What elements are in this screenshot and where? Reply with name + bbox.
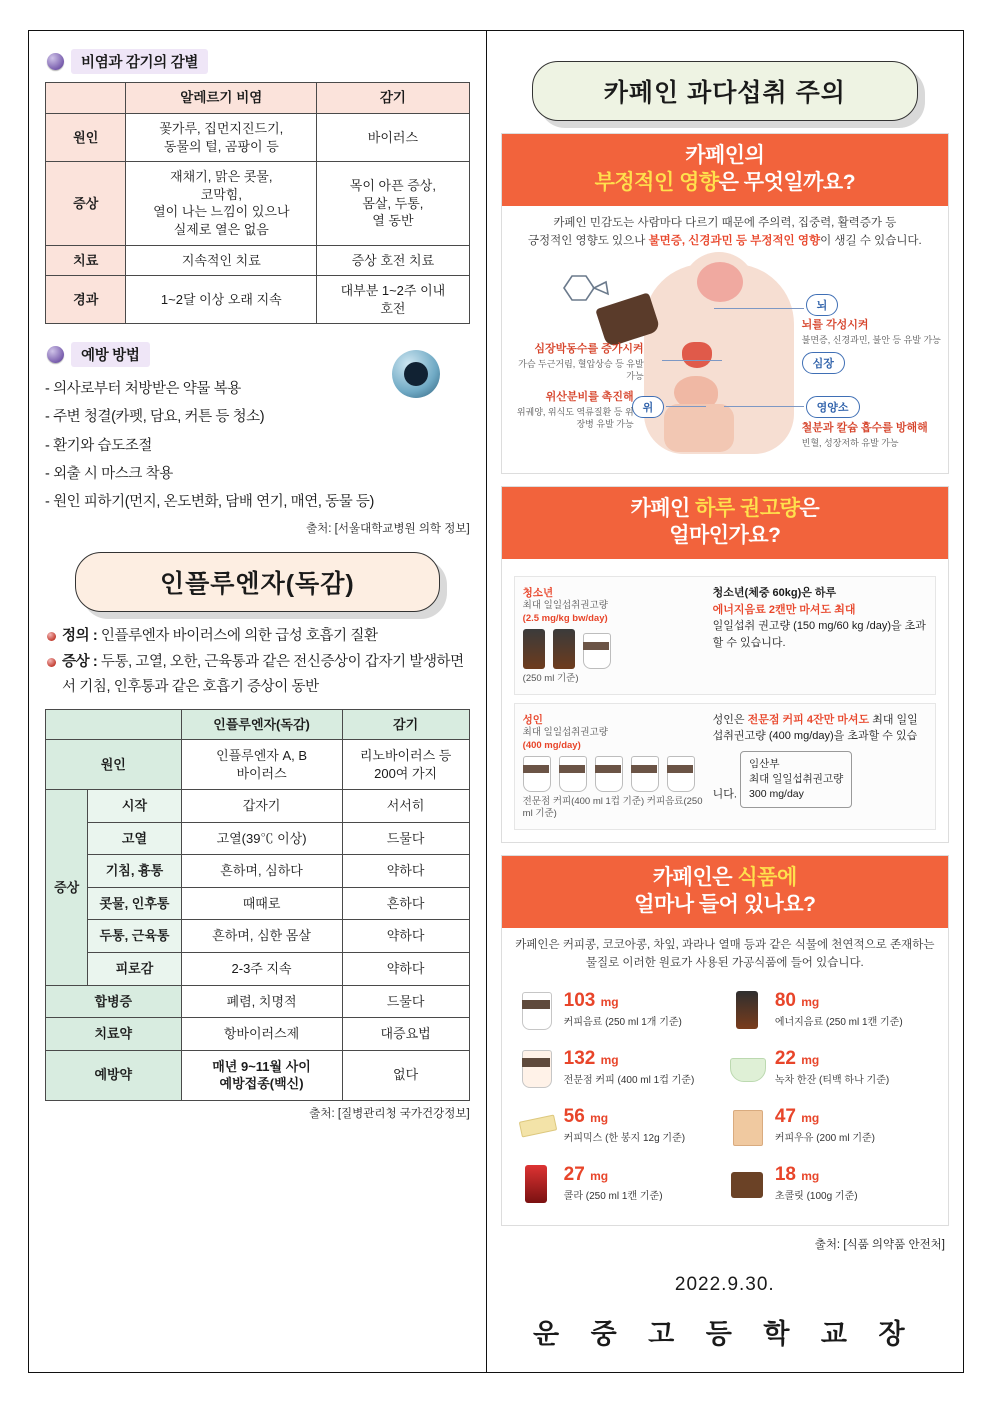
cola-can-icon [516,1162,556,1206]
prevention-section [45,342,470,536]
teen-label: 청소년 [522,587,554,600]
heading-a: 카페인은 [652,866,738,890]
teen-cans [523,629,703,669]
adult-visual [523,712,703,821]
cell-cold: 대증요법 [342,1018,469,1051]
cell-influenza: 매년 9~11월 사이 예방접종(백신) [181,1050,342,1100]
cell-influenza: 2-3주 지속 [181,952,342,985]
cell-rhinitis: 재채기, 맑은 콧물, 코막힘, 열이 나는 느낌이 있으나 실제로 열은 없음 [126,162,317,245]
table-row [46,887,470,920]
body-diagram [514,256,941,461]
cell-cold: 드물다 [342,822,469,855]
amount-unit: mg [801,1169,820,1184]
caffeine-molecule-icon [554,264,614,312]
block3-lead: 카페인은 커피콩, 코코아콩, 차잎, 과라나 열매 등과 같은 식물에 천연적으로 존재하는 물질로 이러한 원료가 사용된 가공식품에 들어 있습니다. [515,938,935,969]
amount-item [725,1155,936,1213]
row-sublabel: 콧물, 인후통 [88,887,181,920]
energy-can-icon [553,629,575,669]
effect-label-brain [802,318,942,346]
effect-label-stomach [514,390,634,431]
effect-sub: 가슴 두근거림, 혈압상승 등 유발 가능 [518,358,644,382]
heading-highlight: 식품에 [737,866,797,890]
block3-heading [502,856,948,928]
row-sublabel: 시작 [88,790,181,823]
cell-cold: 약하다 [342,952,469,985]
right-column [487,31,963,1372]
effect-label-nutrient [802,421,952,449]
table-row [46,114,470,162]
row-sublabel: 기침, 흉통 [88,855,181,888]
adult-cups [523,756,703,792]
cell-cold: 목이 아픈 증상, 몸살, 두통, 열 동반 [317,162,470,245]
coffee-milk-icon [727,1104,767,1148]
adult-note1: 전문점 커피(400 ml 1컵 기준) [522,795,645,807]
cell-influenza: 인플루엔자 A, B 바이러스 [181,740,342,790]
table-row [46,276,470,324]
symptom-text: 두통, 고열, 오한, 근육통과 같은 전신증상이 갑자기 발생하면서 기침, 인후통과 같은 호흡기 증상이 동반 [62,653,464,696]
vacuum-cleaner-icon [380,344,450,406]
red-dot-icon [47,632,56,641]
amount-label: 콜라 (250 ml 1캔 기준) [563,1191,663,1203]
amount-item [514,1039,725,1097]
chocolate-icon [727,1162,767,1206]
cell-influenza: 흔하며, 심하다 [181,855,342,888]
cell-cold: 흔하다 [342,887,469,920]
amount-unit: mg [590,1111,609,1126]
row-label: 치료약 [46,1018,182,1051]
organ-label-nutrient: 영양소 [806,396,860,418]
coffee-cup-icon [523,756,551,792]
influenza-definition [47,624,468,700]
cell-cold: 대부분 1~2주 이내 호전 [317,276,470,324]
teen-note: (250 ml 기준) [522,672,579,684]
cell-cold: 증상 호전 치료 [317,245,470,276]
row-sublabel: 피로감 [88,952,181,985]
th-cold: 감기 [342,709,469,740]
th-influenza: 인플루엔자(독감) [181,709,342,740]
amount-item [514,1155,725,1213]
symptom-row [47,650,468,701]
cell-cold: 약하다 [342,920,469,953]
organ-label-brain: 뇌 [806,294,839,316]
adult-text-hl: 전문점 커피 4잔만 마셔도 [747,713,870,726]
amount-value: 80 [774,990,796,1012]
lead-line-c: 이 생길 수 있습니다. [820,234,922,247]
amount-value: 132 [563,1048,596,1070]
table-header-row [46,83,470,114]
list-item: - 환기와 습도조절 [45,432,470,460]
table-row [46,245,470,276]
amount-item [514,981,725,1039]
row-sublabel: 고열 [88,822,181,855]
teen-amount: (2.5 mg/kg bw/day) [522,612,608,624]
amount-unit: mg [801,1053,820,1068]
th-empty [46,83,126,114]
influenza-banner [75,552,440,612]
adult-text-a: 성인은 [712,713,748,726]
specialty-coffee-icon [516,1046,556,1090]
cell-influenza: 항바이러스제 [181,1018,342,1051]
energy-can-icon [523,629,545,669]
amount-unit: mg [801,995,820,1010]
row-label: 원인 [46,114,126,162]
heading-highlight: 하루 권고량 [695,497,800,521]
amount-unit: mg [600,1053,619,1068]
pregnant-limit-box: 임산부 최대 일일섭취권고량 300 mg/day [740,751,852,809]
amount-label: 초콜릿 (100g 기준) [774,1191,858,1203]
green-tea-icon [727,1046,767,1090]
coffee-cup-icon [631,756,659,792]
section-title: 예방 방법 [71,342,150,367]
list-item: - 외출 시 마스크 착용 [45,460,470,488]
coffee-cup-icon [595,756,623,792]
teen-sub: 최대 일일섭취권고량 [522,600,608,612]
lead-line-b: 긍정적인 영향도 있으나 [527,234,649,247]
source-note: 출처: [식품 의약품 안전처] [814,1238,945,1251]
organ-label-stomach: 위 [632,396,665,418]
caffeine-effects-block [501,133,949,474]
row-sublabel: 두통, 근육통 [88,920,181,953]
row-label: 치료 [46,245,126,276]
teen-text-hl: 에너지음료 2캔만 마셔도 최대 [712,603,856,616]
cell-cold: 바이러스 [317,114,470,162]
list-item: - 의사로부터 처방받은 약물 복용 [45,375,470,403]
effect-title: 위산분비를 촉진해 [545,391,634,404]
lead-line-a: 카페인 민감도는 사람마다 다르기 때문에 주의력, 집중력, 활력증가 등 [553,216,897,229]
caffeine-in-food-block [501,855,949,1225]
heading-line1: 카페인의 [685,144,765,167]
amount-item [725,1039,936,1097]
definition-text: 인플루엔자 바이러스에 의한 급성 호흡기 질환 [100,628,378,645]
left-column [29,31,487,1372]
organ-label-heart: 심장 [802,352,845,374]
coffee-cup-icon [583,633,611,669]
cell-cold: 리노바이러스 등 200여 가지 [342,740,469,790]
banner-title: 카페인 과다섭취 주의 [532,61,918,121]
row-label: 경과 [46,276,126,324]
source-note: 출처: [질병관리청 국가건강정보] [309,1107,470,1120]
effect-sub: 불면증, 신경과민, 불안 등 유발 가능 [801,334,941,345]
caffeine-daily-limit-block [501,486,949,843]
amount-unit: mg [600,995,619,1010]
coffee-cup-icon [559,756,587,792]
coffee-cup-icon [667,756,695,792]
energy-can-icon [727,988,767,1032]
amount-value: 27 [563,1164,585,1186]
heart-icon [682,342,712,368]
heading-a: 카페인 [630,497,696,521]
bullet-ball-icon [47,346,64,363]
effect-label-heart [514,342,644,383]
cell-cold: 드물다 [342,985,469,1018]
cell-influenza: 갑자기 [181,790,342,823]
heading-line2: 은 무엇일까요? [718,170,856,194]
amount-item [725,981,936,1039]
section-heading-rhinitis [47,49,470,74]
section-title: 비염과 감기의 감별 [71,49,208,74]
effect-title: 심장박동수를 증가시켜 [534,343,644,356]
amount-label: 커피음료 (250 ml 1개 기준) [563,1017,682,1029]
rhinitis-cold-table [45,82,470,324]
teen-text-a: 청소년(체중 60kg)은 하루 [712,587,837,600]
amount-label: 녹차 한잔 (티백 하나 기준) [774,1075,890,1087]
amount-value: 47 [774,1106,796,1128]
definition-label: 정의 : [62,628,98,645]
block2-heading [502,487,948,559]
amount-label: 커피우유 (200 ml 기준) [774,1133,876,1145]
source-note: 출처: [서울대학교병원 의학 정보] [306,523,470,536]
table-row [46,162,470,245]
amount-label: 커피믹스 (한 봉지 12g 기준) [563,1133,686,1145]
amount-value: 18 [774,1164,796,1186]
row-label: 원인 [46,740,182,790]
cell-cold: 없다 [342,1050,469,1100]
school-signature: 운 중 고 등 학 교 장 [533,1318,917,1349]
definition-row [47,624,468,649]
adult-sub: 최대 일일섭취권고량 [522,726,608,738]
table-row [46,952,470,985]
row-label: 예방약 [46,1050,182,1100]
coffee-stick-icon [516,1104,556,1148]
page-frame [28,30,964,1373]
amount-unit: mg [590,1169,609,1184]
row-label: 증상 [46,162,126,245]
table-row [46,855,470,888]
heading-highlight: 부정적인 영향 [594,170,719,194]
list-item: - 주변 청결(카펫, 담요, 커튼 등 청소) [45,403,470,431]
effect-sub: 위궤양, 위식도 역류질환 등 위장병 유발 가능 [516,406,634,430]
effect-title: 뇌를 각성시켜 [801,319,869,332]
lead-bold: 불면증, 신경과민 등 부정적인 영향 [648,234,821,247]
amount-value: 56 [563,1106,585,1128]
amount-unit: mg [801,1111,820,1126]
cell-cold: 서서히 [342,790,469,823]
list-item: - 원인 피하기(먼지, 온도변화, 담배 연기, 매연, 동물 등) [45,488,470,516]
table-header-row [46,709,470,740]
heading-line2: 얼마나 들어 있나요? [634,893,816,917]
heading-c: 은 [799,497,820,521]
th-cold: 감기 [317,83,470,114]
adult-note2: 커피음료(250 ml 기준) [522,795,703,820]
block1-body [502,206,948,474]
amount-item [725,1097,936,1155]
brain-icon [697,262,743,302]
intestine-icon [664,404,734,452]
cell-influenza: 폐렴, 치명적 [181,985,342,1018]
teen-text-b: 일일섭취 권고량 (150 mg/60 kg /day)을 초과할 수 있습니다. [712,620,926,649]
row-group-label: 증상 [46,790,88,985]
adult-amount: (400 mg/day) [522,739,581,751]
amount-item [514,1097,725,1155]
amount-value: 22 [774,1048,796,1070]
block1-lead [514,215,936,251]
red-dot-icon [47,658,56,667]
th-empty [46,709,182,740]
bullet-ball-icon [47,53,64,70]
banner-title: 인플루엔자(독감) [75,552,440,612]
row-label: 합병증 [46,985,182,1018]
adult-label: 성인 [522,713,543,726]
table-row [46,790,470,823]
caffeine-amount-grid [514,981,936,1213]
table-row [46,1050,470,1100]
table-row [46,1018,470,1051]
caffeine-banner [532,61,918,121]
amount-value: 103 [563,990,596,1012]
cell-influenza: 때때로 [181,887,342,920]
amount-label: 에너지음료 (250 ml 1캔 기준) [774,1017,903,1029]
teen-limit-group [514,576,936,695]
adult-text [713,712,927,809]
table-row [46,920,470,953]
teen-text [713,585,927,651]
date-stamp: 2022.9.30. [674,1273,775,1295]
influenza-cold-table [45,709,470,1101]
block3-body [502,928,948,1225]
coffee-cup-icon [516,988,556,1032]
table-row [46,822,470,855]
cell-rhinitis: 지속적인 치료 [126,245,317,276]
effect-title: 철분과 칼슘 흡수를 방해해 [801,422,928,435]
cell-cold: 약하다 [342,855,469,888]
cell-rhinitis: 꽃가루, 집먼지진드기, 동물의 털, 곰팡이 등 [126,114,317,162]
block2-body [502,559,948,842]
symptom-label: 증상 : [62,653,98,670]
heading-line2: 얼마인가요? [669,524,781,548]
cell-influenza: 흔하며, 심한 몸살 [181,920,342,953]
teen-visual [523,585,703,686]
effect-sub: 빈혈, 성장저하 유발 가능 [801,437,899,448]
table-row [46,985,470,1018]
adult-limit-group [514,703,936,830]
adult-text-b: 최대 일일섭취권고량 (400 mg/day)을 초과할 수 있습니다. [712,713,918,801]
th-rhinitis: 알레르기 비염 [126,83,317,114]
cell-influenza: 고열(39℃ 이상) [181,822,342,855]
table-row [46,740,470,790]
amount-label: 전문점 커피 (400 ml 1컵 기준) [563,1075,695,1087]
block1-heading [502,134,948,206]
cell-rhinitis: 1~2달 이상 오래 지속 [126,276,317,324]
